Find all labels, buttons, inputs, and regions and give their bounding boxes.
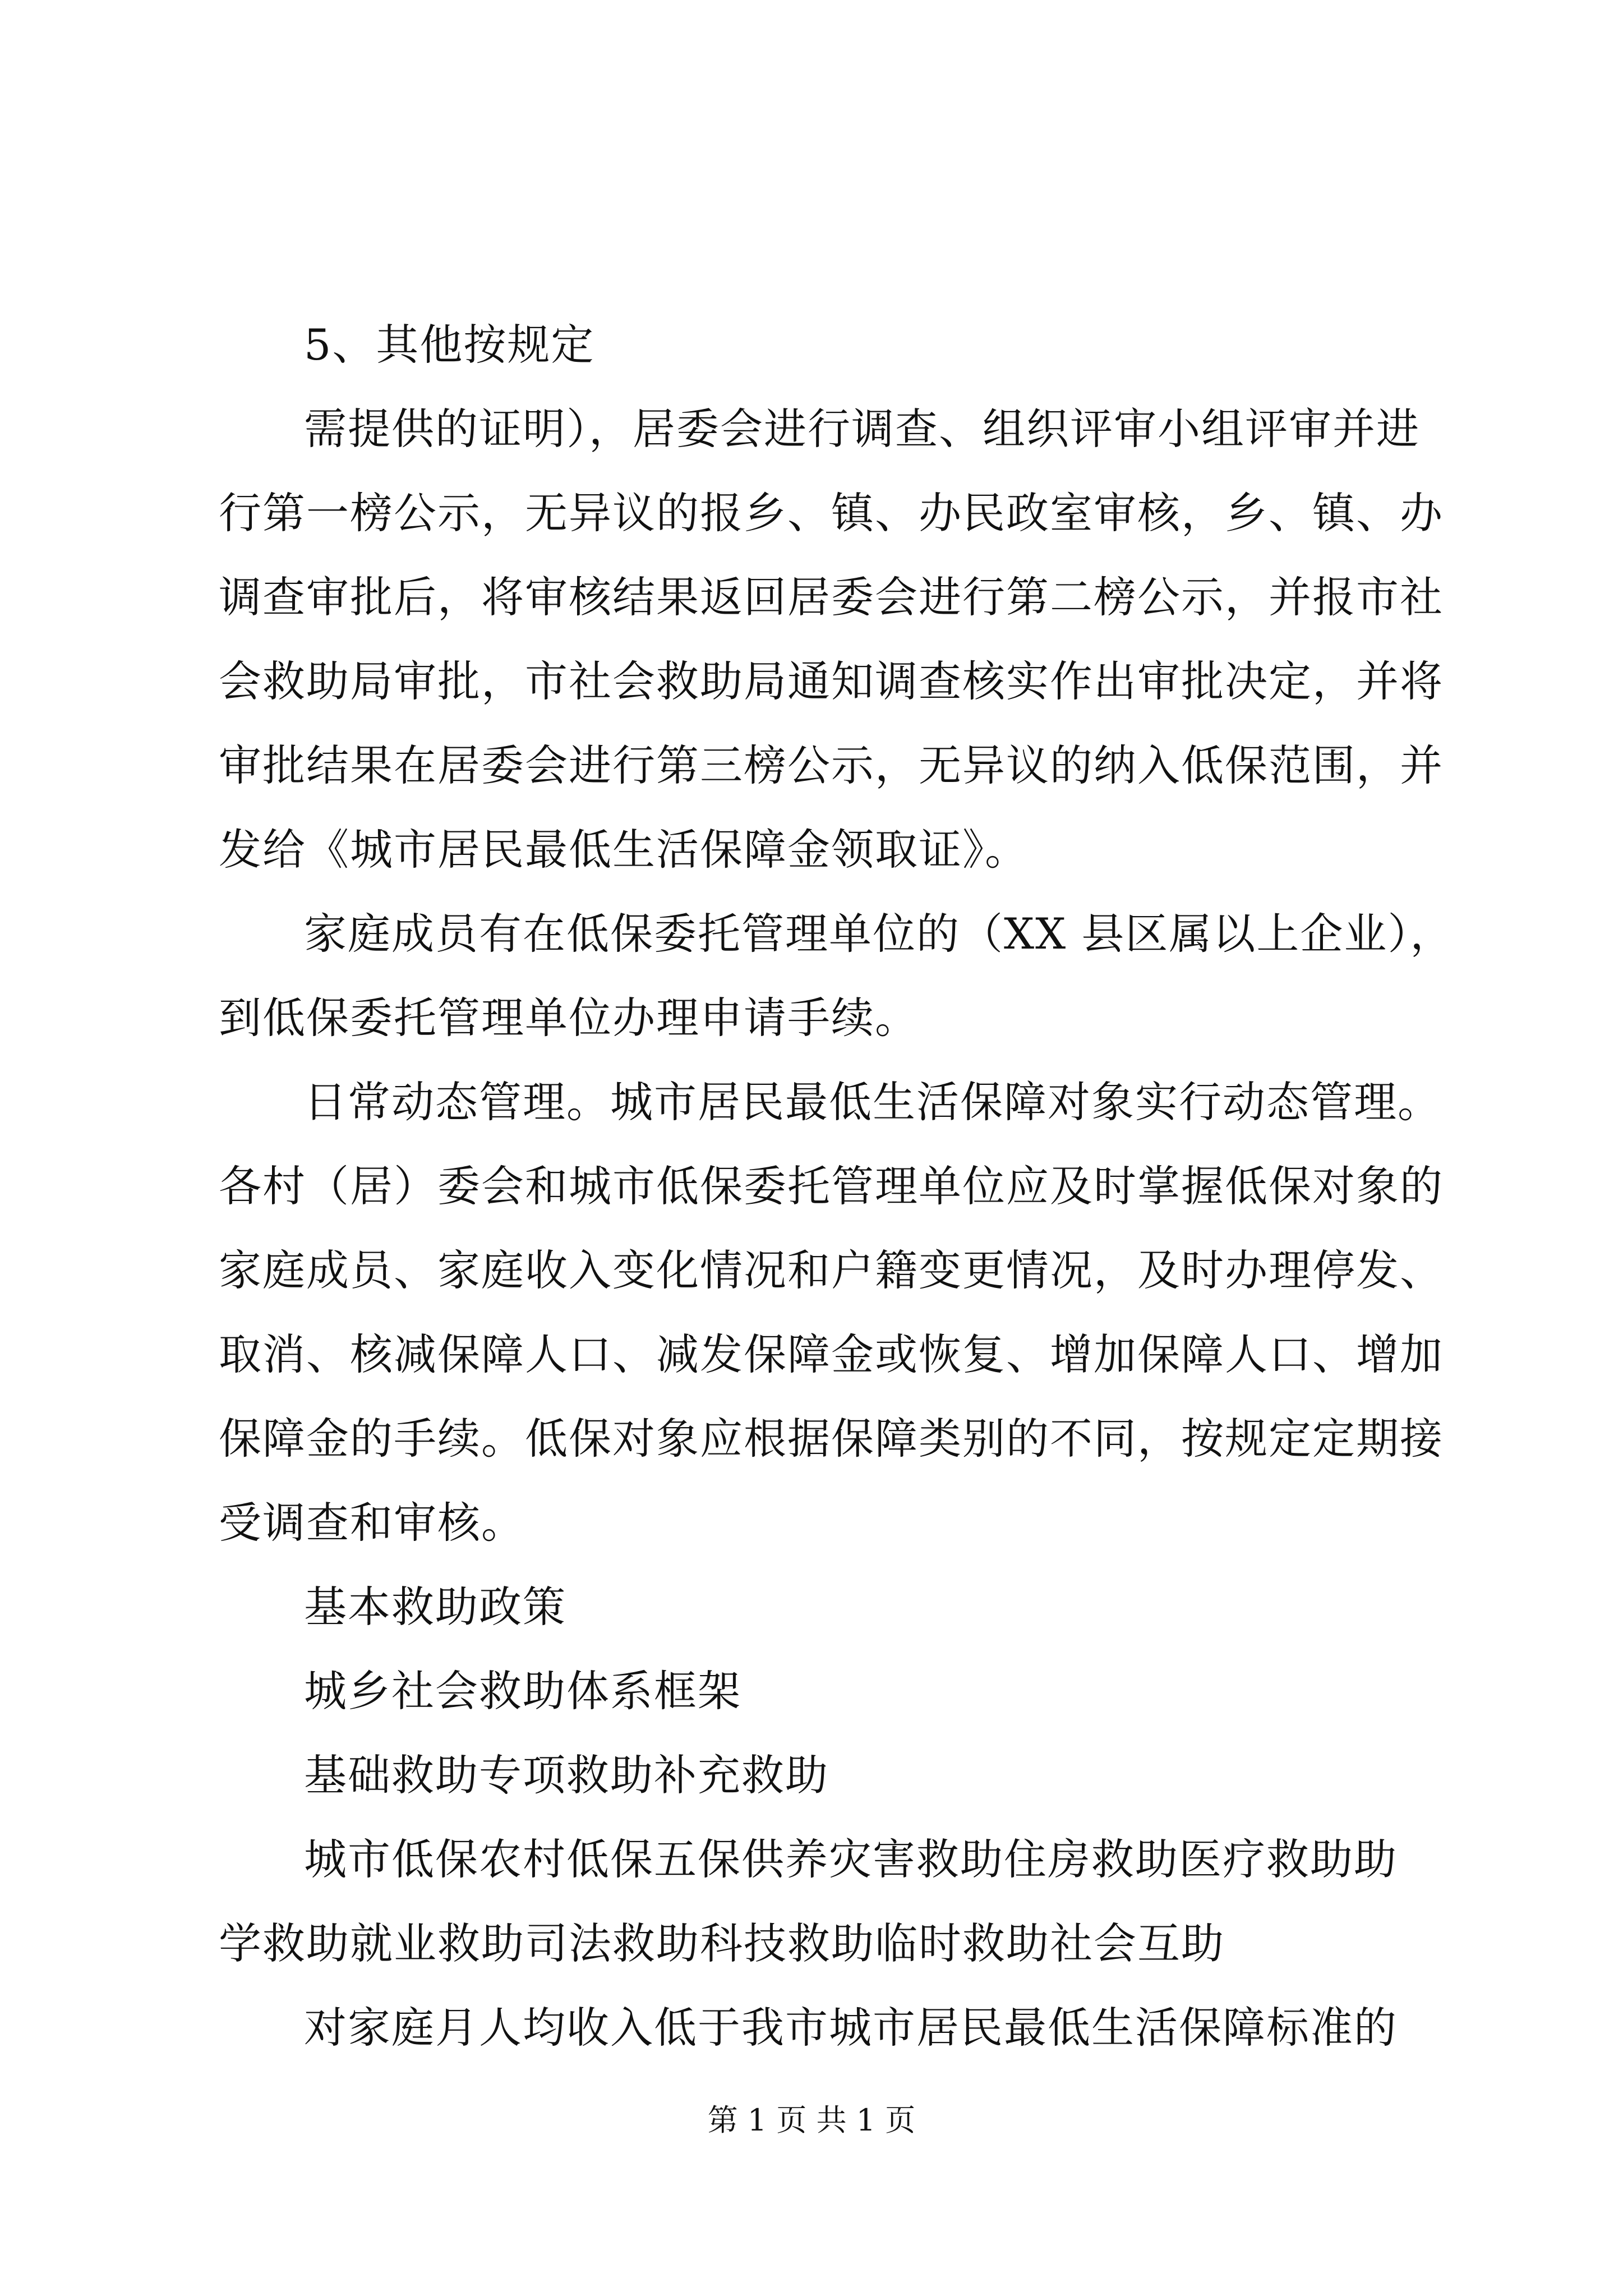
- paragraph-line: 到低保委托管理单位办理申请手续。: [219, 993, 919, 1043]
- paragraph-line: 城乡社会救助体系框架: [304, 1666, 741, 1716]
- paragraph-line: 发给《城市居民最低生活保障金领取证》。: [219, 825, 1029, 875]
- paragraph-line: 基础救助专项救助补充救助: [304, 1750, 829, 1800]
- paragraph-line: 调查审批后，将审核结果返回居委会进行第二榜公示，并报市社: [219, 572, 1444, 622]
- paragraph-line: 对家庭月人均收入低于我市城市居民最低生活保障标准的: [304, 2003, 1398, 2053]
- paragraph-line: 受调查和审核。: [219, 1498, 525, 1548]
- page-footer: [0, 2098, 1623, 2143]
- paragraph-line: 保障金的手续。低保对象应根据保障类别的不同，按规定定期接: [219, 1414, 1444, 1464]
- document-body: [219, 303, 1454, 2070]
- paragraph-line: 5、其他按规定: [304, 320, 595, 370]
- paragraph-line: 城市低保农村低保五保供养灾害救助住房救助医疗救助助: [304, 1834, 1398, 1884]
- paragraph-line: 家庭成员、家庭收入变化情况和户籍变更情况，及时办理停发、: [219, 1245, 1444, 1295]
- paragraph-line: 行第一榜公示，无异议的报乡、镇、办民政室审核，乡、镇、办: [219, 488, 1444, 538]
- paragraph-line: 需提供的证明），居委会进行调查、组织评审小组评审并进: [304, 404, 1420, 454]
- paragraph-line: 审批结果在居委会进行第三榜公示，无异议的纳入低保范围，并: [219, 740, 1444, 790]
- paragraph-line: 学救助就业救助司法救助科技救助临时救助社会互助: [219, 1918, 1225, 1968]
- paragraph-line: 会救助局审批，市社会救助局通知调查核实作出审批决定，并将: [219, 656, 1444, 706]
- paragraph-line: 取消、核减保障人口、减发保障金或恢复、增加保障人口、增加: [219, 1329, 1444, 1379]
- paragraph-line: 日常动态管理。城市居民最低生活保障对象实行动态管理。: [304, 1077, 1441, 1127]
- page-number-label: 第 1 页 共 1 页: [707, 2102, 916, 2138]
- paragraph-line: 家庭成员有在低保委托管理单位的（XX 县区属以上企业），: [304, 909, 1454, 959]
- paragraph-line: 基本救助政策: [304, 1582, 566, 1632]
- paragraph-line: 各村（居）委会和城市低保委托管理单位应及时掌握低保对象的: [219, 1161, 1444, 1211]
